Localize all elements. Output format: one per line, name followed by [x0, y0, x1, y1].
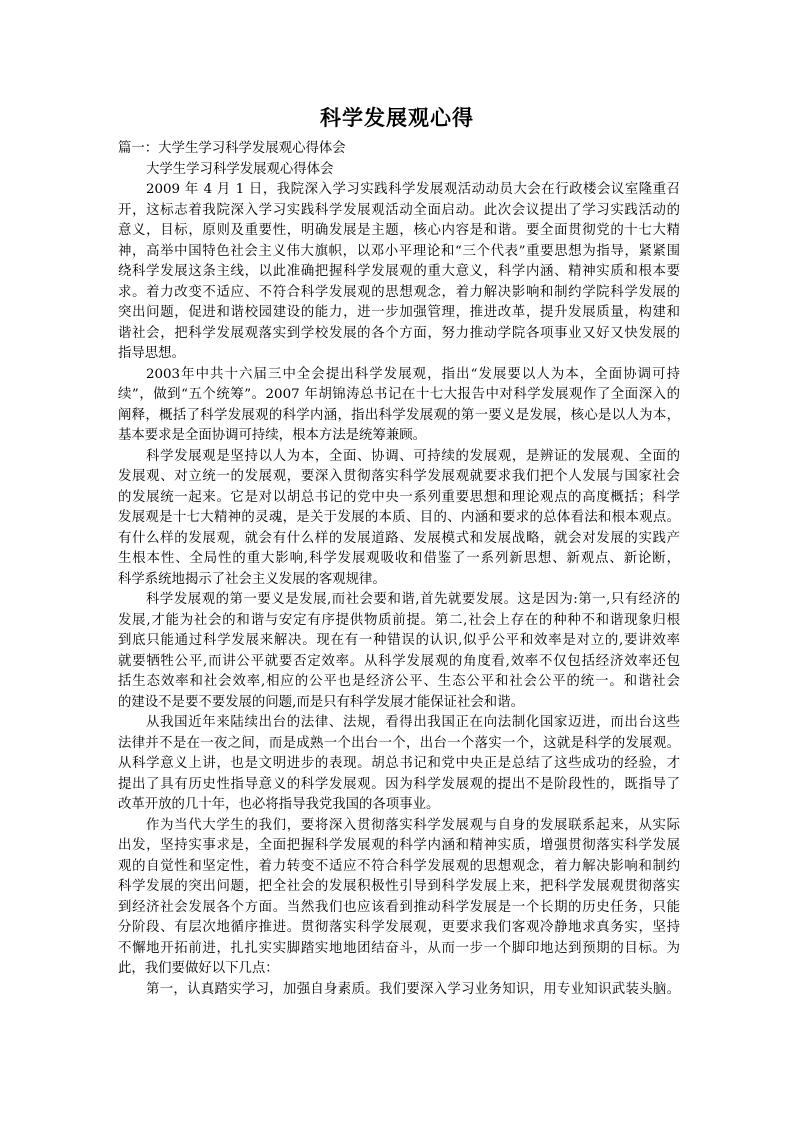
paragraph-line: 到经济社会发展各个方面。当然我们也应该看到推动科学发展是一个长期的历史任务，只能	[118, 899, 680, 915]
paragraph-line: 观的自觉性和坚定性，着力转变不适应不符合科学发展观的思想观念，着力解决影响和制约	[118, 858, 680, 874]
paragraph-line: 2003年中共十六届三中全会提出科学发展观，指出“发展要以人为本，全面协调可持	[146, 366, 680, 382]
paragraph-line: 改革开放的几十年，也必将指导我党我国的各项事业。	[118, 797, 440, 812]
paragraph-line: 发展,才能为社会的和谐与安定有序提供物质前提。第二,社会上存在的种种不和谐现象归根	[118, 612, 680, 628]
paragraph-line: 括生态效率和社会效率,相应的公平也是经济公平、生态公平和社会公平的统一。和谐社会	[118, 674, 680, 689]
paragraph-line: 从我国近年来陆续出台的法律、法规，看得出我国正在向法制化国家迈进，而出台这些	[146, 715, 680, 730]
paragraph-line: 的建设不是要不要发展的问题,而是只有科学发展才能保证社会和谐。	[118, 694, 524, 710]
paragraph-line: 就要牺牲公平,而讲公平就要否定效率。从科学发展观的角度看,效率不仅包括经济效率还包	[118, 653, 680, 669]
paragraph-line: 分阶段、有层次地循序推进。贯彻落实科学发展观，更要求我们客观冷静地求真务实，坚持	[118, 920, 680, 935]
paragraph-line: 发展观是十七大精神的灵魂，是关于发展的本质、目的、内涵和要求的总体看法和根本观点。	[118, 510, 680, 525]
paragraph-line: 不懈地开拓前进，扎扎实实脚踏实地地团结奋斗，从而一步一个脚印地达到预期的目标。为	[118, 940, 680, 956]
paragraph-line: 科学发展观是坚持以人为本，全面、协调、可持续的发展观，是辨证的发展观、全面的	[146, 448, 680, 464]
paragraph-line: 开，这标志着我院深入学习实践科学发展观活动全面启动。此次会议提出了学习实践活动的	[118, 202, 680, 218]
paragraph-line: 作为当代大学生的我们，要将深入贯彻落实科学发展观与自身的发展联系起来，从实际	[146, 817, 680, 833]
paragraph-line: 有什么样的发展观，就会有什么样的发展道路、发展模式和发展战略，就会对发展的实践产	[118, 530, 680, 546]
paragraph-line: 绕科学发展这条主线，以此准确把握科学发展观的重大意义，科学内涵、精神实质和根本要	[118, 264, 680, 279]
paragraph-line: 续”，做到“五个统筹”。2007 年胡锦涛总书记在十七大报告中对科学发展观作了全面深入的	[118, 387, 680, 402]
paragraph-line: 2009 年 4 月 1 日，我院深入学习实践科学发展观活动动员大会在行政楼会议室隆重召	[146, 182, 680, 197]
paragraph-line: 此，我们要做好以下几点：	[118, 961, 279, 976]
paragraph-line: 法律并不是在一夜之间，而是成熟一个出台一个，出台一个落实一个，这就是科学的发展观。	[118, 735, 680, 751]
paragraph-line: 指导思想。	[118, 346, 185, 361]
paragraph-line: 的发展统一起来。它是对以胡总书记的党中央一系列重要思想和理论观点的高度概括；科学	[118, 489, 680, 505]
paragraph-line: 科学系统地揭示了社会主义发展的客观规律。	[118, 571, 386, 587]
paragraph-line: 发展观、对立统一的发展观，要深入贯彻落实科学发展观就要求我们把个人发展与国家社会	[118, 469, 680, 484]
paragraph-line: 谐社会，把科学发展观落实到学校发展的各个方面，努力推动学院各项事业又好又快发展的	[118, 325, 680, 341]
paragraph-line: 科学发展的突出问题，把全社会的发展积极性引导到科学发展上来，把科学发展观贯彻落实	[118, 879, 680, 894]
paragraph-line: 到底只能通过科学发展来解决。现在有一种错误的认识,似乎公平和效率是对立的,要讲效率	[118, 633, 680, 648]
paragraph-line: 第一，认真踏实学习，加强自身素质。我们要深入学习业务知识，用专业知识武装头脑。	[146, 981, 680, 997]
subheading: 大学生学习科学发展观心得体会	[146, 161, 334, 177]
paragraph-line: 阐释，概括了科学发展观的科学内涵，指出科学发展观的第一要义是发展，核心是以人为本，	[118, 407, 680, 423]
paragraph-line: 生根本性、全局性的重大影响,科学发展观吸收和借鉴了一系列新思想、新观点、新论断，	[118, 551, 680, 566]
paragraph-line: 提出了具有历史性指导意义的科学发展观。因为科学发展观的提出不是阶段性的，既指导了	[118, 776, 680, 792]
paragraph-line: 科学发展观的第一要义是发展,而社会要和谐,首先就要发展。这是因为:第一,只有经济的	[146, 592, 680, 607]
paragraph-line: 从科学意义上讲，也是文明进步的表现。胡总书记和党中央正是总结了这些成功的经验，才	[118, 756, 680, 771]
paragraph-line: 出发，坚持实事求是，全面把握科学发展观的科学内涵和精神实质，增强贯彻落实科学发展	[118, 838, 680, 853]
paragraph-line: 突出问题，促进和谐校园建设的能力，进一步加强管理，推进改革，提升发展质量，构建和	[118, 305, 680, 320]
paragraph-line: 基本要求是全面协调可持续，根本方法是统筹兼顾。	[118, 428, 426, 443]
paragraph-line: 求。着力改变不适应、不符合科学发展观的思想观念，着力解决影响和制约学院科学发展的	[118, 284, 680, 300]
paragraph-line: 神，高举中国特色社会主义伟大旗帜，以邓小平理论和“三个代表”重要思想为指导，紧紧围	[118, 243, 680, 259]
document-title: 科学发展观心得	[320, 105, 474, 130]
section-heading: 篇一：大学生学习科学发展观心得体会	[118, 141, 346, 156]
paragraph-line: 意义，目标，原则及重要性，明确发展是主题，核心内容是和谐。要全面贯彻党的十七大精	[118, 223, 680, 238]
document-body	[118, 139, 680, 1000]
